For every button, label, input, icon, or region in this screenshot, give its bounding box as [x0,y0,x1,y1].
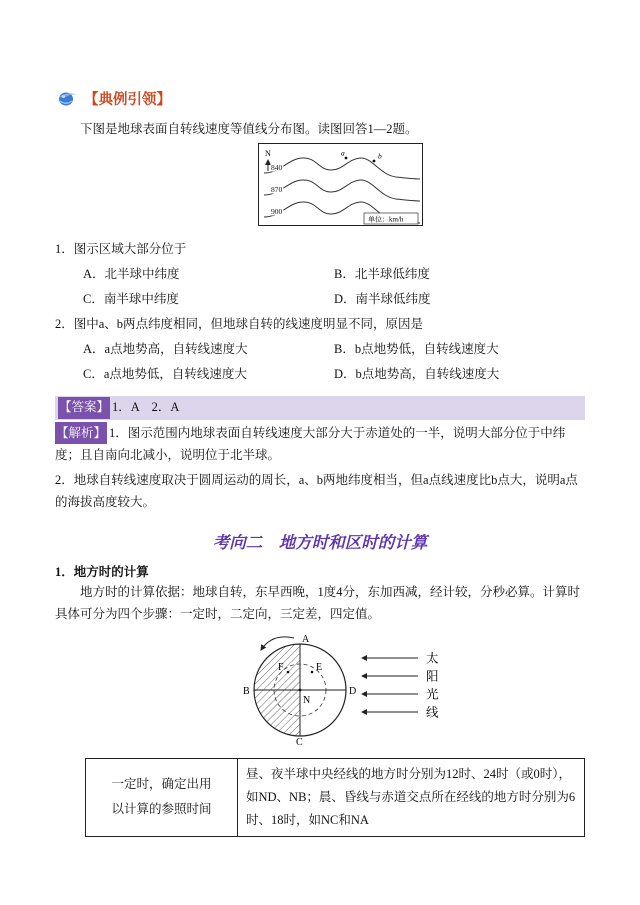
point-b-dot [372,160,375,163]
answer-row [55,396,585,420]
point-a-dot [344,157,347,160]
q2-option-a: A．a点地势高，自转线速度大 [83,341,248,356]
velocity-isoline-figure-wrap [55,143,585,230]
question-2-stem: 2．图中a、b两点纬度相同，但地球自转的线速度明显不同，原因是 [55,317,424,331]
question-1-stem: 1．图示区域大部分位于 [55,242,187,256]
point-a-label: a [340,148,345,158]
q2-option-b: B．b点地势低，自转线速度大 [334,341,499,356]
contour-value-870: 870 [270,185,282,194]
q1-option-d: D．南半球低纬度 [334,292,431,307]
section2-paragraph: 地方时的计算依据：地球自转，东早西晚，1度4分，东加西减，经计较，分秒必算。计算时具体可分为四个步骤：一定时，二定向，三定差，四定值。 [55,584,581,621]
q2-option-d: D．b点地势高，自转线速度大 [334,367,500,382]
step-1-line-2: 以计算的参照时间 [111,802,212,817]
sunlight-char-1: 太 [426,651,439,666]
table-row [86,758,585,836]
north-pole-dot [299,688,302,691]
q1-option-c: C．南半球中纬度 [83,292,179,307]
north-label: N [264,149,271,158]
analysis-text-1: 1．图示范围内地球表面自转线速度大部分大于赤道处的一半，说明大部分位于中纬度；且自南向北减小，说明位于北半球。 [55,425,566,463]
example-section-header [57,88,585,109]
local-time-steps-table [85,758,585,837]
question-1-options [55,262,585,313]
example-section-title: 【典例引领】 [84,92,171,108]
label-E: E [316,661,323,673]
sunlight-char-4: 线 [426,705,439,720]
label-B: B [243,685,250,697]
step-1-line-1: 一定时，确定出用 [111,777,212,792]
point-E-dot [311,670,314,673]
section2-subheading-1: 1．地方时的计算 [55,564,149,579]
sun-illumination-figure [236,632,448,746]
answer-chip: 【答案】 [58,397,110,419]
analysis-chip: 【解析】 [55,422,107,445]
contour-value-900: 900 [270,207,282,216]
analysis-paragraph-1 [55,422,585,467]
answer-text: 1．A 2．A [112,400,180,414]
step-1-cell [86,758,238,836]
example-intro-text: 下图是地球表面自转线速度等值线分布图。读图回答1—2题。 [80,122,418,136]
q1-option-a: A．北半球中纬度 [83,266,180,281]
sun-illumination-figure-wrap [55,632,585,750]
point-b-label: b [377,151,382,161]
q1-option-b: B．北半球低纬度 [334,266,430,281]
question-2-options [55,337,585,388]
sunlight-char-2: 阳 [426,669,439,684]
point-F-dot [287,670,290,673]
sunlight-char-3: 光 [426,687,439,702]
analysis-paragraph-2: 2．地球自转线速度取决于圆周运动的周长，a、b两地纬度相当，但a点线速度比b点大，说明a点的海拔高度较大。 [55,472,578,510]
step-1-description-cell: 昼、夜半球中央经线的地方时分别为12时、24时（或0时），如ND、NB；晨、昏线与赤道交点所在经线的地方时分别为6时、18时，如NC和NA [238,758,585,836]
contour-value-840: 840 [270,163,282,172]
unit-label: 单位：km/h [367,215,403,224]
label-C: C [296,736,303,746]
label-N: N [303,694,311,706]
section2-title: 考向二 地方时和区时的计算 [212,532,428,552]
label-D: D [349,685,357,697]
q2-option-c: C．a点地势低，自转线速度大 [83,367,247,382]
label-A: A [302,633,310,645]
velocity-isoline-figure [258,143,423,226]
label-F: F [278,661,284,673]
globe-icon [57,90,79,108]
